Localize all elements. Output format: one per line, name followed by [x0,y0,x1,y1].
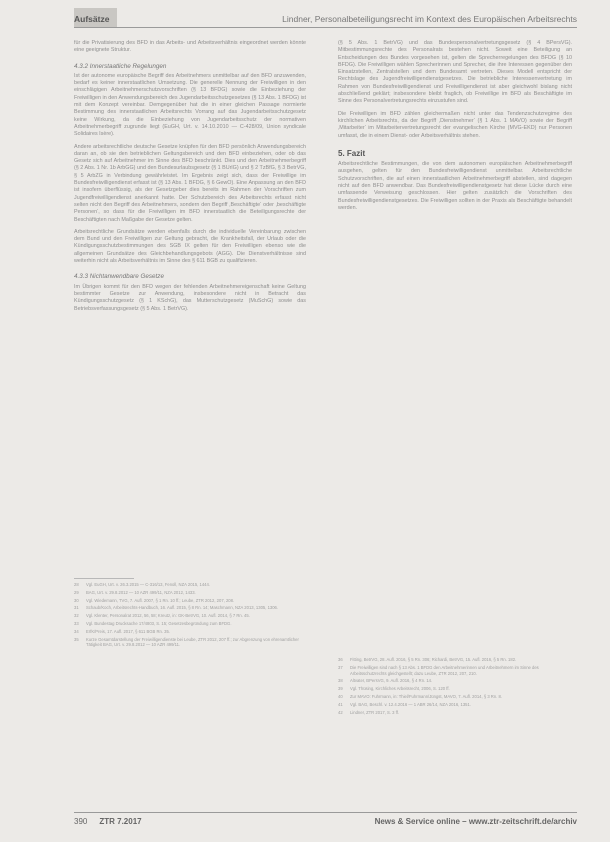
footnote-number: 35 [74,636,79,642]
footnote [74,629,306,635]
footer-left [74,817,142,826]
footnote-text: Die Freiwilligen sind nach § 13 Abs. 1 BFDG den Arbeitnehmerinnen und Arbeitnehmern im Sinne des Arbeitsschutzrechts gleichgestellt; dazu Leube, ZTR 2012, 207, 210. [350,664,539,676]
paragraph: Arbeitsrechtliche Grundsätze werden ebenfalls durch die individuelle Vereinbarung zwischen dem Bund und den Freiwilligen zur Geltung gebracht, die Krankheitsfall, der Urlaub oder die Kündigungsschutzbestimmungen des SGB IX gelten für den Freiwilligen ebenso wie die allgemeinen Grundsätze des Gleichbehandlungsgebots (AGG). Die Dienstverhältnisse sind weiterhin nicht als Arbeitsverhältnis im Sinne des § 611 BGB zu qualifizieren. [74,228,306,265]
left-column [74,40,306,318]
footnotes-right [338,657,572,717]
subheading: 4.3.3 Nichtanwendbare Gesetze [74,273,164,281]
footnote-text: Fitting, BetrVG, 28. Aufl. 2016, § 5 Rn. 306; Richardi, BetrVG, 15. Aufl. 2016, § 5 Rn. 182. [350,657,517,662]
article-running-title: Lindner, Personalbeteiligungsrecht im Kontext des Europäischen Arbeitsrechts [282,14,577,24]
footnote [74,637,306,649]
footer-link[interactable]: News & Service online – www.ztr-zeitschrift.de/archiv [374,817,577,826]
footnote-number: 41 [338,701,343,707]
section-label: Aufsätze [74,14,110,24]
footnote-number: 42 [338,709,343,715]
paragraph: für die Privatisierung des BFD in das Arbeits- und Arbeitsverhältnis eingeordnet werden könnte eine geeignete Struktur. [74,40,306,54]
footnote-text: Kurze Gesamtdarstellung der Freiwilligendienste bei Leube, ZTR 2012, 207 ff.; zur Abgrenzung von ehrenamtlicher Tätigkeit BAG, Urt. v. 29.8.2012 — 10 AZR 499/11. [86,636,299,648]
paragraph: Andere arbeitsrechtliche deutsche Gesetze knüpfen für den BFD persönlich Anwendungsbereich daran an, ob sie den betrieblichen Geltungsbereich und den BFD einbeziehen, oder ob das Gesetz sich auf Arbeitnehmer im Sinne des BFD beschränkt. Dies und den Arbeitnehmerbegriff (§ 2 Abs. 1 Nr. 1b ArbGG) und den Bundesurlaubsgesetz (§ 1 BUrlG) und § 2 TzBfG, § 3 BetrVG, § 5 ArbZG in Verbindung gewährleistet. Im Ergebnis zeigt sich, dass der Freiwillige im Bundesfreiwilligendienst erfasst ist (§ 13 Abs. 1 BFDG, § 6 GewO). Eine Anpassung an den BFD ist insofern überflüssig, als der Gesetzgeber dies bereits im Rahmen der Vorschriften zum Jugendfreiwilligendienst anerkannt hatte. Der Schutzbereich des Arbeitsrechts erfasst nicht selten nicht den Begriff des Arbeitnehmers, sondern den Begriff ‚Beschäftigte‘ oder ‚beschäftigte Personen‘, so dass für die Freiwilligen im BFD innerstaatlich die Beteiligungsrechte der Beschäftigten nach Maßgabe der Gesetze gelten. [74,143,306,223]
footnote-text: Schaub/Koch, Arbeitsrechts-Handbuch, 16. Aufl. 2015, § 8 Rn. 14; Maschmann, NZA 2013, 1305, 1306. [86,605,279,611]
footnote-number: 40 [338,693,343,699]
footnote-number: 33 [74,620,79,626]
footnote [74,613,306,619]
footnote-text: Lindner, ZTR 2017, S. 3 ff. [350,709,400,715]
footnote-number: 32 [74,613,79,619]
footnote-text: Vgl. Bundestag Drucksache 17/4803, S. 15; Gesetzesbegründung zum BFDG. [86,620,232,626]
footnote-text: Zur MAVO: Fuhrmann, in: Thiel/Fuhrmann/Jüngst, MAVO, 7. Aufl. 2014, § 3 Rn. 8. [350,693,502,699]
footnotes-left [74,578,306,650]
footnote-number: 28 [74,582,79,587]
paragraph: Arbeitsrechtliche Bestimmungen, die von dem autonomen europäischen Arbeitnehmerbegriff ausgehen, gelten für den Bundesfreiwilligendienst unmittelbar. Arbeitsrechtliche Schutzvorschriften, die auf einen innerstaatlichen Arbeitnehmerbegriff abstellen, sind dagegen nicht auf den BFD anwendbar. Das Bundesfreiwilligendienstgesetz hat diese Lücke durch eine umfassende Verweisung geschlossen. Hier gelten zusätzlich die Vorschriften des Bundesfreiwilligendienstgesetzes. Die Freiwilligen sollten in der Praxis als Beschäftigte behandelt werden. [338,161,572,211]
footnote-text: Vgl. BAG, Beschl. v. 12.4.2016 — 1 ABR 26/14, NZA 2016, 1351. [350,701,471,707]
footnote [74,590,306,596]
footnote-number: 39 [338,686,343,692]
footnote [338,678,572,684]
footer-rule [74,812,577,813]
footnote-text: Altvater, BPersVG, 9. Aufl. 2016, § 4 Rn. 14. [350,678,433,684]
footnote-rule [74,578,134,579]
footnote-number: 29 [74,589,79,595]
footnote [338,686,572,692]
footnote [338,665,572,677]
footnote-text: Vgl. EuGH, Urt. v. 26.3.2015 — C-316/13, Fenoll, NZA 2015, 1444. [86,582,210,587]
footnote-number: 30 [74,597,79,603]
footnote [74,598,306,604]
page-number: 390 [74,817,88,826]
paragraph: Die Freiwilligen im BFD zählen gleichermaßen nicht unter das Tendenzschutzregime des kirchlichen Arbeitsrechts, da der Begriff ‚Dienstnehmer‘ (§ 1 Abs. 1 MAVO) sowie der Begriff ‚Mitarbeiter‘ im Mitarbeitervertretungsrecht der evangelischen Kirche (MVG-EKD) nur Personen umfasst, die in einem Dienst- oder Arbeitsverhältnis stehen. [338,110,572,139]
footnote-text: Vgl. Thüsing, Kirchliches Arbeitsrecht, 2006, S. 120 ff. [350,686,450,692]
footnote-number: 37 [338,664,343,670]
footnote-number: 31 [74,605,79,611]
footnote-number: 36 [338,657,343,662]
right-column [338,40,572,217]
header-rule [74,27,577,28]
paragraph: Ist der autonome europäische Begriff des Arbeitnehmers unmittelbar auf den BFD anzuwenden, bedarf es keiner innerstaatlichen Umsetzung. Die generelle Nennung der Freiwilligen in den einschlägigen Arbeitnehmerschutzvorschriften (§ 13 BFDG) sowie die Einbeziehung der Freiwilligen in den Anwendungsbereich des Jugendarbeitsschutzgesetzes (§ 13 Abs. 1 BFDG) ist mit dem Konzept vereinbar. Demgegenüber hat die in einer gleichen Passage normierte Bestimmung des innerstaatlichen Arbeitsrechts Vorrang auf das Jugendarbeitsschutzgesetz keine Wirkung, da die Einbeziehung von Jugendarbeitsschutz der normativen Arbeitnehmerbegriff zugrunde liegt (EuGH, Urt. v. 14.10.2010 — C-428/09, Union syndicale Solidaires Isère). [74,72,306,138]
footnote [338,710,572,716]
footnote [74,621,306,627]
subheading: 4.3.2 Innerstaatliche Regelungen [74,62,167,70]
footnote-number: 38 [338,678,343,684]
footnote [74,605,306,611]
footnote-number: 34 [74,628,79,634]
section-heading: 5. Fazit [338,148,366,158]
paragraph: (§ 5 Abs. 1 BetrVG) und das Bundespersonalvertretungsgesetz (§ 4 BPersVG). Mitbestimmungsrechte des Personalrats bestehen nicht. Soweit eine Beteiligung an Entscheidungen des Bundes vorgesehen ist, gelten die Sprecherregelungen des BFDG (§ 10 BFDG). Die Freiwilligen wählen Sprecherinnen und Sprecher, die ihre Interessen gegenüber den Einsatzstellen, Zentralstellen und dem Bundesamt vertreten. Dieses Modell entspricht der Rechtslage des Jugendfreiwilligendienstgesetzes. Die betriebliche Interessenvertretung im Rahmen von Bundesfreiwilligendienst und Freiwilligendienst ist aber gleichwohl bislang nicht abschließend geklärt; insbesondere bleibt fraglich, ob Freiwillige im BFD als Beschäftigte im Sinne des Personalvertretungsrechts einzustufen sind. [338,40,572,105]
footnote-text: Vgl. Wiedemann, TVG, 7. Aufl. 2007, § 1 Rn. 10 ff.; Leube, ZTR 2012, 207, 208. [86,597,235,603]
footnote [338,702,572,708]
journal-issue: ZTR 7.2017 [99,817,142,826]
footnote [338,694,572,700]
footnote-text: ErfK/Preis, 17. Aufl. 2017, § 611 BGB Rn. 35. [86,628,170,634]
footnote-text: Vgl. Klenter, Personalrat 2012, 56, 58; Kreutz, in: GK-BetrVG, 10. Aufl. 2014, § 7 Rn. 45. [86,613,250,619]
footnote-text: BAG, Urt. v. 29.8.2012 — 10 AZR 499/11, NZA 2012, 1433. [86,589,196,595]
footnote [74,582,306,588]
paragraph: Im Übrigen kommt für den BFD wegen der fehlenden Arbeitnehmereigenschaft keine Geltung bestimmter Gesetze zur Anwendung, insbesondere nicht in Betracht das Kündigungsschutzgesetz (§ 1 KSchG), das Mutterschutzgesetz (MuSchG) sowie das Betriebsverfassungsgesetz (§ 5 Abs. 1 BetrVG). [74,283,306,312]
footnote [338,657,572,663]
